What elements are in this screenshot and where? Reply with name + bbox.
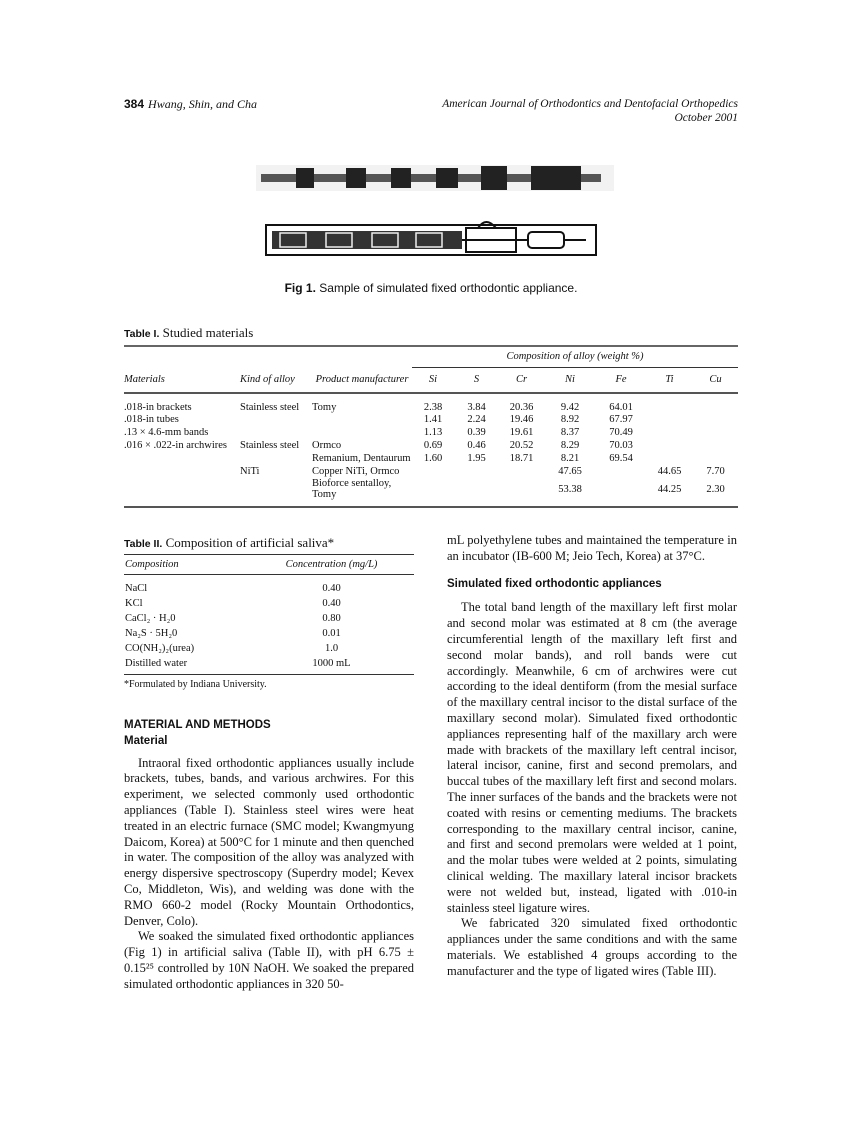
table-cell [124,478,240,507]
table-row [124,596,414,611]
subsection-heading: Simulated fixed orthodontic appliances [447,577,662,590]
right-column [447,533,737,980]
table-cell: 2.38 [423,402,443,413]
table-cell [646,452,693,465]
table-cell: 67.97 [609,414,633,425]
table-row [124,656,414,671]
col-header: Si [428,374,438,386]
table-cell: 69.54 [609,453,633,464]
table-cell: 8.29 [560,440,580,451]
table-cell [312,426,412,439]
col-header: Ni [565,374,575,386]
body-paragraph: We fabricated 320 simulated fixed orthodontic appliances under the same conditions and with the same materials. We established 4 groups according to the manufacturer and the type of ligated wires (Table III). [447,916,737,978]
table-cell: 1.41 [423,414,443,425]
table-cell: 8.21 [560,453,580,464]
table2 [124,535,414,690]
table-cell [693,439,738,452]
table-cell [454,465,499,478]
table-cell: 0.80 [322,613,341,624]
table-cell: 8.37 [560,427,580,438]
table-cell [693,413,738,426]
table-row [124,611,414,626]
table2-title [124,535,414,551]
col-header: Cu [709,374,722,386]
table2-footnote: *Formulated by Indiana University. [124,674,414,690]
table-row [124,575,414,597]
col-header: Cr [515,374,528,386]
table-cell [646,426,693,439]
figure-label: Fig 1. [284,281,316,295]
table-row [124,393,738,413]
left-column [124,718,414,993]
table-row [124,626,414,641]
table-cell: 1000 mL [312,658,351,669]
table-cell: 70.49 [609,427,633,438]
col-header: Composition [125,559,179,570]
figure-appliance-photo [256,160,616,260]
table-cell: 0.40 [322,583,341,594]
table-cell: NiTi [240,466,260,477]
issue-date: October 2001 [674,112,738,124]
table-row [124,439,738,452]
table-cell: 20.52 [509,440,534,451]
table-cell [646,413,693,426]
table-row [124,426,738,439]
table-cell: 20.36 [509,402,534,413]
table-cell: 0.46 [467,440,486,451]
table-cell [240,426,312,439]
table-cell: Tomy [312,402,337,413]
table-cell: 8.92 [560,414,580,425]
table-cell: 64.01 [609,402,633,413]
figure-caption [124,281,738,295]
table-studied-materials [124,345,738,508]
table-cell [499,478,544,507]
table-cell [240,452,312,465]
table-cell: 7.70 [706,466,725,477]
subsection-heading: Material [124,734,168,747]
authors: Hwang, Shin, and Cha [148,97,258,111]
col-header: Kind of alloy [240,374,295,385]
table-cell [693,452,738,465]
col-header: Ti [665,374,674,386]
table-cell: 1.95 [467,453,486,464]
table2-label: Table II. [124,538,163,550]
col-header: Fe [615,374,627,386]
table1-title-text: Studied materials [162,325,254,340]
table-cell [596,478,646,507]
table-cell [646,393,693,413]
table-cell [412,465,454,478]
table-cell: 19.61 [509,427,534,438]
col-header: Materials [124,374,165,385]
table-cell: .016 × .022-in archwires [124,440,228,451]
table-cell: KCl [125,598,143,609]
table-cell [454,478,499,507]
body-paragraph: Intraoral fixed orthodontic appliances usually include brackets, tubes, bands, and various archwires. For this experiment, we selected commonly used orthodontic appliances (Table I). Stainless steel wires were heat treated in an electric furnace (SMC model; Kwangmyung Daicom, Korea) at 500°C for 1 minute and then quenched in water. The composition of the alloy was analyzed with energy dispersive spectroscopy (Superdry model; Kevex Co, Middleton, Wis), and welding was done with the RMO 660-2 model (Rocky Mountain Orthodontics, Denver, Colo). [124,755,414,928]
table-cell [412,478,454,507]
running-header-right [442,97,738,125]
table-cell: 53.38 [558,483,582,495]
table-cell: 2.24 [467,414,486,425]
table-cell: Remanium, Dentaurum [312,453,411,464]
table-cell [693,426,738,439]
table-cell [596,465,646,478]
table-cell: .018-in tubes [124,414,179,425]
table-cell: 47.65 [558,466,582,477]
table-row [124,465,738,478]
journal-name: American Journal of Orthodontics and Dentofacial Orthopedics [442,98,738,110]
table1-group-header: Composition of alloy (weight %) [412,346,738,367]
table-cell: .018-in brackets [124,402,192,413]
table-cell [124,452,240,465]
table-cell: NaCl [125,583,148,594]
table-cell: 9.42 [560,402,580,413]
table-cell: 44.65 [657,466,682,477]
running-header-left [124,97,257,112]
table-cell [240,478,312,507]
table-row [124,452,738,465]
section-heading: MATERIAL AND METHODS [124,719,271,731]
table-cell: 19.46 [509,414,534,425]
table-cell: 44.25 [657,483,682,495]
table-cell: 0.01 [322,628,341,639]
body-paragraph: The total band length of the maxillary left first molar and second molar was estimated at 8 cm (the average circumferential length of the maxillary left first and second molar bands), and roll bands were cut accordingly. Meanwhile, 6 cm of archwires were cut according to the ideal dentiform (from the mesial surface of the maxillary central incisor to the distal surface of the maxillary second molar). Simulated fixed orthodontic appliances representing half of the maxillary arch were made with brackets of the maxillary left central incisor, lateral incisor, canine, first and second premolars, and buccal tubes of the maxillary left first and second molars. The inner surfaces of the bands and the brackets were not coated with resins or cementing mediums. The brackets corresponding to the maxillary central incisor, canine, and first and second premolars were welded at 1 point, and the molar tubes were welded at 2 points, simulating clinical welding. The maxillary lateral incisor brackets were not welded but, instead, ligated with .010-in stainless steel ligature wires. [447,600,737,915]
table-cell [693,393,738,413]
table-cell [499,465,544,478]
table-cell [312,413,412,426]
table1-label: Table I. [124,328,160,340]
table-cell: CaCl₂ · H₂0 [125,613,176,624]
table-cell: CO(NH₂)₂(urea) [125,643,195,654]
table-cell: 70.03 [609,440,633,451]
table-cell: Bioforce sentalloy, Tomy [312,478,392,500]
table-cell [124,465,240,478]
table-cell: 1.60 [423,453,443,464]
table-cell: 0.40 [322,598,341,609]
table-cell: 2.30 [706,483,725,495]
col-header: S [473,374,480,386]
table-cell [646,439,693,452]
page-number: 384 [124,97,145,111]
table-row [124,413,738,426]
table2-title-text: Composition of artificial saliva* [165,535,335,550]
col-header: Product manufacturer [315,374,409,385]
table-cell: Stainless steel [240,402,300,413]
table-cell: Na₂S · 5H₂0 [125,628,178,639]
table-cell: 1.0 [324,643,339,654]
table-cell [240,413,312,426]
figure-caption-text: Sample of simulated fixed orthodontic appliance. [319,281,578,295]
table-cell: .13 × 4.6-mm bands [124,427,209,438]
table-row [124,478,738,507]
table1-title [124,324,253,342]
body-paragraph: We soaked the simulated fixed orthodontic appliances (Fig 1) in artificial saliva (Table II), with pH 6.75 ± 0.15²⁵ controlled by 10N NaOH. We soaked the prepared simulated orthodontic appliances in 320 50- [124,929,414,991]
table-cell: Ormco [312,440,342,451]
body-paragraph: mL polyethylene tubes and maintained the temperature in an incubator (IB-600 M; Jeio Tech, Korea) at 37°C. [447,533,737,563]
table-artificial-saliva [124,554,414,671]
table-cell: 18.71 [509,453,534,464]
table-cell: 0.39 [467,427,486,438]
table-cell: Distilled water [125,658,188,669]
table-row [124,641,414,656]
table-cell: 3.84 [467,402,486,413]
table-cell: 0.69 [423,440,443,451]
table-cell: Stainless steel [240,440,300,451]
table-cell: Copper NiTi, Ormco [312,466,400,477]
table-cell: 1.13 [423,427,443,438]
col-header: Concentration (mg/L) [285,559,378,570]
